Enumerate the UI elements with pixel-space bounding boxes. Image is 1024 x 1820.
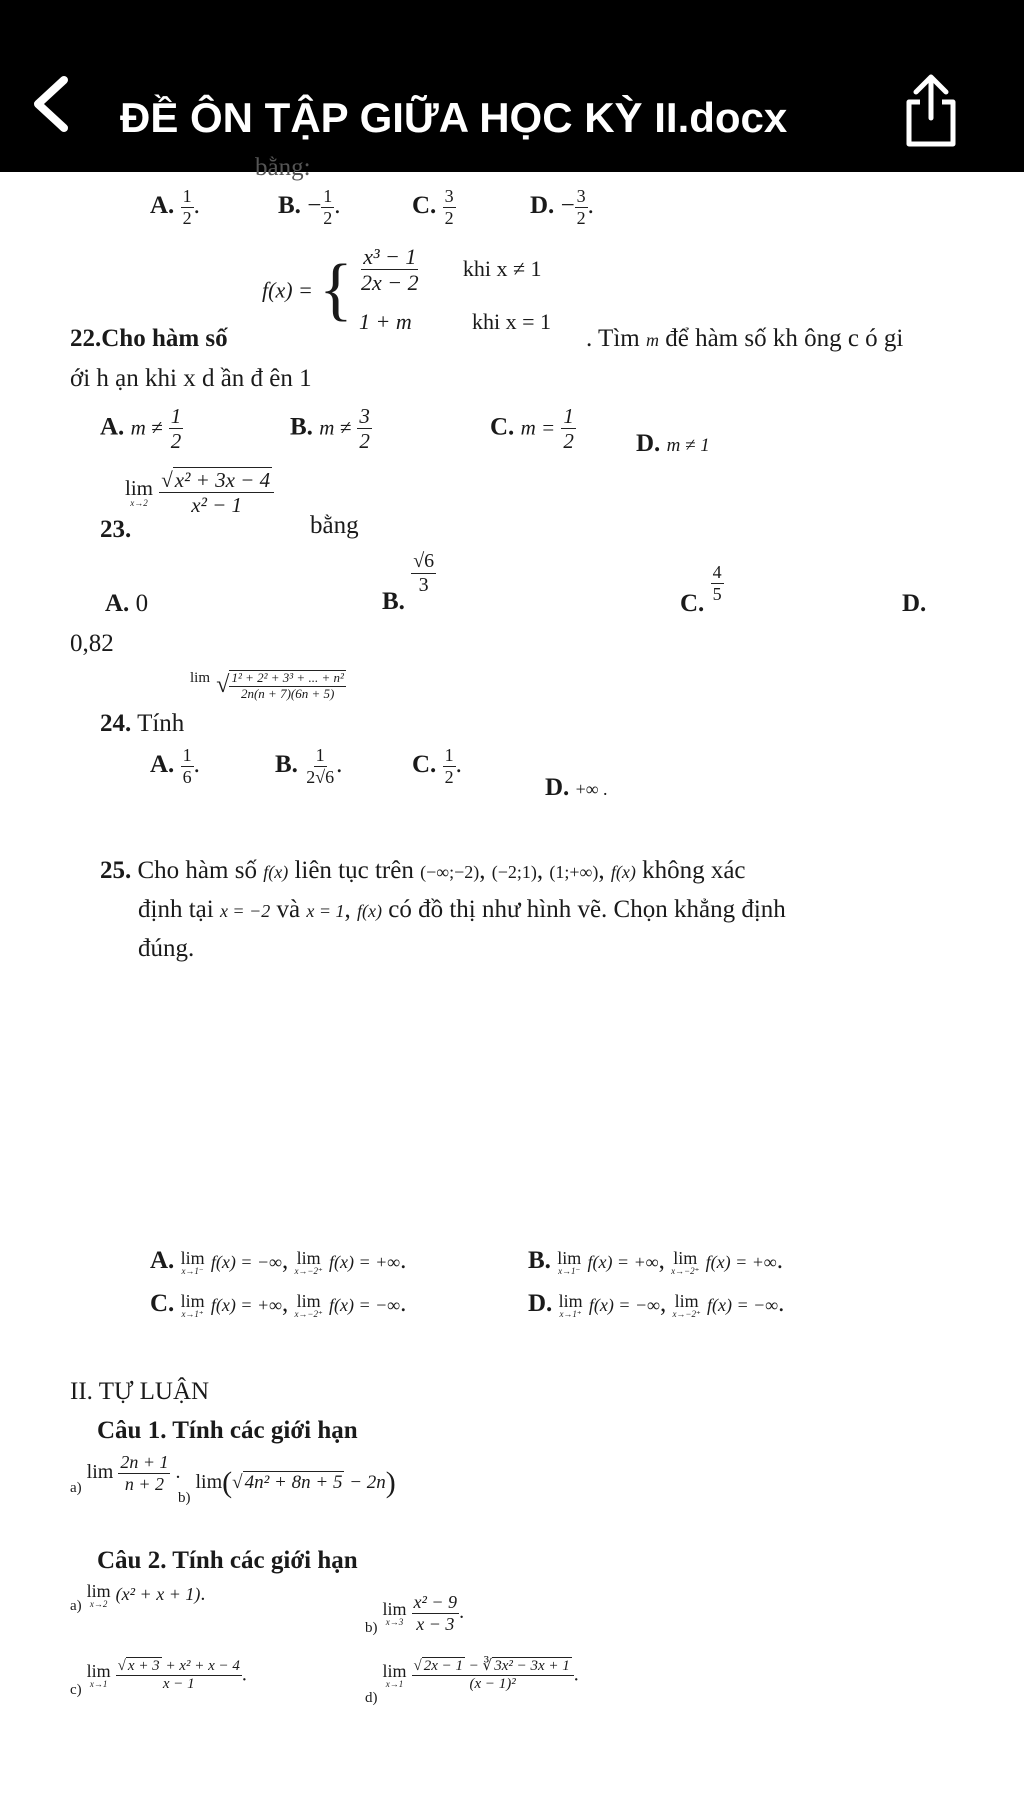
q25-a-lim2 [294, 1249, 322, 1276]
q25-d-limit1: f(x) = −∞ [588, 1295, 660, 1315]
cau1-part-b: $_{b)}$ lim(√ 4n² + 8n + 5 − 2n) [178, 1466, 396, 1506]
q25-a-limit2: f(x) = +∞ [329, 1252, 401, 1272]
q24-expression [190, 670, 346, 702]
q22-b-fraction [357, 404, 372, 453]
cau2-b-fraction [412, 1592, 460, 1634]
q25-option-a[interactable]: A. lim x→1⁻ f(x) = −∞, lim x→−2⁺ f(x) = +∞. [150, 1247, 407, 1276]
q25-d-lim1-word: lim [558, 1290, 583, 1311]
q25-c-limit2: f(x) = −∞ [329, 1295, 401, 1315]
q25-label: 25. [100, 857, 132, 884]
cau2-b-lim-word: lim [382, 1598, 407, 1619]
q22-prompt-line2: ới h ạn khi x d ần đ ên 1 [70, 365, 312, 392]
q25-b-sub2: x→−2⁺ [671, 1265, 700, 1276]
q23-d-text: 0,82 [70, 630, 114, 657]
q21-option-d[interactable] [530, 186, 594, 228]
cau2-d-num-mid: − [468, 1658, 479, 1674]
q24-option-a[interactable] [150, 745, 200, 787]
q23-num-radicand: x² + 3x − 4 [174, 468, 271, 492]
q23-b-num: √6 [413, 550, 435, 572]
q24-b-den: 2√6 [306, 766, 335, 787]
q24-lim: lim [190, 670, 211, 686]
cau2-b-den: x − 3 [416, 1613, 455, 1634]
cau2-a-dot: . [200, 1583, 206, 1606]
cau2-a-label: a) [70, 1598, 82, 1615]
q25-c-lim2-word: lim [296, 1290, 321, 1311]
q25-a-lim1-word: lim [180, 1247, 205, 1268]
cau1-b-tail: − 2n [349, 1471, 386, 1493]
q24-b-num: 1 [315, 745, 325, 765]
q22-case1-den: 2x − 2 [360, 270, 419, 296]
q22-option-c[interactable] [490, 404, 576, 453]
cau2-d-lim-word: lim [382, 1661, 407, 1682]
q25-line2: định tại x = −2 và x = 1, f(x) có đồ thị như hình vẽ. Chọn khẳng định [138, 896, 786, 923]
q25-t3: không xác [642, 857, 746, 884]
share-button[interactable] [900, 70, 962, 150]
back-button[interactable] [22, 72, 80, 136]
q22-b-num: 3 [359, 404, 370, 428]
q23-den: x² − 1 [191, 493, 243, 518]
q22-case1-num: x³ − 1 [363, 244, 417, 269]
q21-b-num: 1 [323, 186, 333, 206]
q21-b-label: B. [278, 191, 301, 219]
cau2-d-den: (x − 1)² [469, 1676, 516, 1693]
q22-tail2: để hàm số kh ông c ó gi [665, 325, 904, 352]
cau2-a-expr: (x² + x + 1) [115, 1584, 201, 1605]
q22-option-a[interactable] [100, 404, 183, 453]
q21-a-num: 1 [182, 186, 192, 206]
q22-d-expr: m ≠ 1 [666, 435, 710, 456]
cau2-d-label: d) [365, 1690, 378, 1707]
q21-b-sign: − [307, 191, 322, 219]
q25-b-lim2-word: lim [673, 1247, 698, 1268]
q21-c-label: C. [412, 191, 437, 219]
q23-label: 23. [100, 516, 132, 543]
cau2-d-num-radicand-2: 3x² − 3x + 1 [494, 1658, 570, 1674]
chevron-left-icon [22, 72, 80, 136]
q24-c-num: 1 [444, 745, 454, 765]
cau2-b-dot: . [459, 1600, 465, 1623]
q24-fraction [229, 670, 345, 702]
q24-prompt [100, 710, 184, 739]
q21-d-sign: − [560, 191, 575, 219]
q25-line3: đúng. [138, 935, 195, 962]
q21-c-fraction [443, 186, 456, 228]
q25-b-lim1-word: lim [557, 1247, 582, 1268]
q21-b-fraction [321, 186, 334, 228]
q25-d-sub2: x→−2⁺ [672, 1308, 701, 1319]
q22-a-lhs: m ≠ [130, 415, 163, 440]
q21-d-label: D. [530, 191, 555, 219]
cau2-a-lim [87, 1582, 111, 1609]
q22-a-fraction [169, 404, 184, 453]
q21-a-label: A. [150, 191, 175, 219]
q22-a-label: A. [100, 413, 125, 441]
q23-lim [125, 475, 154, 508]
q25-interval-3: (1;+∞) [549, 862, 599, 882]
q22-fx: f(x) = [262, 277, 313, 303]
q23-c-den: 5 [712, 583, 722, 604]
q24-c-den: 2 [444, 766, 454, 787]
q22-b-lhs: m ≠ [319, 415, 352, 440]
q22-d-label: D. [636, 430, 661, 457]
q21-option-a[interactable] [150, 186, 200, 228]
q25-c-limit1: f(x) = +∞ [210, 1295, 282, 1315]
cau2-c-lim [87, 1662, 111, 1689]
q25-option-c[interactable]: C. lim x→1⁺ f(x) = +∞, lim x→−2⁺ f(x) = −∞. [150, 1290, 407, 1319]
q22-c-fraction [561, 404, 576, 453]
q24-option-c[interactable] [412, 745, 462, 787]
cau2-b-label: b) [365, 1619, 378, 1636]
cau2-c-den: x − 1 [162, 1676, 195, 1693]
q24-a-tail: . [193, 750, 200, 778]
q23-b-den: 3 [418, 574, 429, 596]
cau2-b-sub: x→3 [385, 1616, 404, 1627]
q22-b-den: 2 [359, 429, 370, 454]
cau2-d-dot: . [573, 1663, 579, 1686]
cau2-d-sub: x→1 [385, 1679, 404, 1690]
q25-d-sub1: x→1⁺ [559, 1308, 582, 1319]
q22-case2-cond: khi x = 1 [471, 308, 551, 334]
q23-a-label: A. [105, 590, 130, 617]
cau2-part-c [70, 1658, 247, 1699]
q22-function-definition [262, 244, 551, 336]
cau1-part-a [70, 1452, 180, 1494]
q25-line1: 25. Cho hàm số f(x) liên tục trên (−∞;−2), (−2;1), (1;+∞), f(x) không xác [100, 857, 746, 884]
q24-c-fraction [443, 745, 456, 787]
q22-prompt-tail [586, 325, 903, 354]
cau1-title: Câu 1. Tính các giới hạn [97, 1417, 358, 1444]
q22-c-num: 1 [563, 404, 574, 428]
q25-t1: Cho hàm số [137, 857, 257, 884]
document-header-bar [0, 0, 1024, 172]
q21-c-den: 2 [444, 207, 454, 228]
q25-a-sub2: x→−2⁺ [294, 1265, 323, 1276]
q25-d-limit2: f(x) = −∞ [707, 1295, 779, 1315]
q25-c-lim2 [294, 1292, 322, 1319]
q24-a-label: A. [150, 750, 175, 778]
q21-b-tail: . [334, 191, 341, 219]
cau2-part-d [365, 1658, 579, 1707]
cau1-a-lim: lim [86, 1460, 114, 1483]
q25-b-limit2: f(x) = +∞ [705, 1252, 777, 1272]
q25-b-limit1: f(x) = +∞ [587, 1252, 659, 1272]
q24-root-sign: √ [216, 672, 230, 699]
q21-top-fragment: bằng: [255, 154, 311, 181]
q25-d-lim1 [559, 1292, 583, 1319]
cau1-a-label: a) [70, 1479, 82, 1496]
q25-c-sub2: x→−2⁺ [294, 1308, 323, 1319]
cau1-b-label: b) [178, 1489, 191, 1506]
q21-b-den: 2 [323, 207, 333, 228]
q25-c-sub1: x→1⁺ [181, 1308, 204, 1319]
q24-a-num: 1 [182, 745, 192, 765]
q22-a-num: 1 [170, 404, 182, 428]
q23-expression [125, 468, 274, 517]
q25-a-sub1: x→1⁻ [181, 1265, 204, 1276]
cau2-part-a [70, 1581, 206, 1615]
q25-b-lim1 [557, 1249, 581, 1276]
cau2-b-lim [383, 1600, 407, 1627]
q21-c-num: 3 [444, 186, 454, 206]
q24-b-label: B. [275, 750, 298, 778]
q25-interval-1: (−∞;−2) [420, 862, 480, 882]
q21-d-num: 3 [576, 186, 586, 206]
q21-option-b[interactable] [278, 186, 341, 228]
q24-lead: Tính [137, 710, 185, 737]
part2-heading: II. TỰ LUẬN [70, 1378, 210, 1405]
q22-case1-fraction [359, 244, 421, 296]
q22-case2-expr: 1 + m [358, 308, 412, 334]
q22-case-2 [359, 308, 551, 337]
cau2-c-dot: . [241, 1663, 247, 1686]
q22-tail-m: m [645, 330, 659, 350]
q24-a-den: 6 [182, 766, 192, 787]
document-content[interactable] [0, 154, 1024, 1820]
q25-d-lim2 [672, 1292, 700, 1319]
q21-d-fraction [575, 186, 588, 228]
q21-a-den: 2 [182, 207, 192, 228]
cau2-c-sub: x→1 [89, 1679, 108, 1690]
q24-d-text: +∞ . [575, 779, 608, 799]
q25-point-2: x = 1 [306, 901, 345, 921]
q23-tail: bằng [310, 512, 359, 539]
q23-option-d[interactable] [70, 590, 950, 664]
q24-b-fraction [304, 745, 336, 787]
q25-b-label: B. [528, 1247, 551, 1274]
q24-c-tail: . [455, 750, 462, 778]
q25-b-lim2 [671, 1249, 699, 1276]
q25-a-lim1 [181, 1249, 205, 1276]
cau2-a-sub: x→2 [89, 1599, 108, 1609]
cau2-b-num: x² − 9 [413, 1592, 458, 1612]
q25-c-lim1-word: lim [180, 1290, 205, 1311]
q22-b-label: B. [290, 413, 313, 441]
q25-t6: có đồ thị như hình vẽ. Chọn khẳng định [388, 896, 786, 923]
q21-a-tail: . [193, 191, 200, 219]
q25-a-limit1: f(x) = −∞ [210, 1252, 282, 1272]
q25-t5: và [276, 896, 301, 923]
q25-d-lim2-word: lim [674, 1290, 699, 1311]
q25-t4: định tại [138, 896, 214, 923]
q22-case1-cond: khi x ≠ 1 [462, 255, 542, 281]
cau2-c-fraction: $\frac{\text{√ x + 3 + x² + x − 4}}{x - 1}$ [117, 1658, 240, 1693]
q25-point-1: x = −2 [219, 901, 271, 921]
q22-option-d[interactable] [636, 430, 710, 459]
q22-a-den: 2 [170, 429, 182, 454]
cau1-b-lim: lim [195, 1470, 223, 1493]
q24-den: 2n(n + 7)(6n + 5) [240, 685, 335, 701]
q25-option-d[interactable]: D. lim x→1⁺ f(x) = −∞, lim x→−2⁺ f(x) = −∞. [528, 1290, 785, 1319]
q25-a-lim2-word: lim [296, 1247, 321, 1268]
q23-a-text: 0 [135, 590, 149, 617]
q22-c-label: C. [490, 413, 515, 441]
q21-a-fraction [181, 186, 194, 228]
q23-num: √x² + 3x − 4 [159, 468, 274, 493]
q25-c-lim1 [181, 1292, 205, 1319]
cau2-d-lim [383, 1662, 407, 1689]
cau2-part-b [365, 1592, 464, 1634]
q23-lim-word: lim [125, 475, 154, 500]
cau2-c-label: c) [70, 1682, 82, 1699]
q24-d-label: D. [545, 774, 570, 801]
q25-fx3: f(x) [356, 901, 382, 921]
q21-d-den: 2 [576, 207, 586, 228]
cau2-d-num-radicand-1: 2x − 1 [423, 1658, 464, 1674]
q22-c-lhs: m = [520, 415, 556, 440]
cau1-b-radicand: 4n² + 8n + 5 [244, 1471, 343, 1493]
q22-option-b[interactable] [290, 404, 372, 453]
q23-d-label: D. [902, 590, 927, 617]
cau2-c-num-rest: + x² + x − 4 [165, 1658, 240, 1674]
q22-case-1 [359, 244, 551, 296]
cau1-a-dot: . [175, 1460, 181, 1483]
cau2-c-num-radicand: x + 3 [127, 1658, 160, 1674]
q22-brace: { [319, 251, 353, 329]
q21-option-c[interactable] [412, 186, 456, 228]
q25-b-sub1: x→1⁻ [558, 1265, 581, 1276]
q23-c-label: C. [680, 589, 705, 617]
q25-a-label: A. [150, 1247, 175, 1274]
q23-fraction [159, 468, 274, 517]
q25-c-label: C. [150, 1290, 175, 1317]
q25-d-label: D. [528, 1290, 553, 1317]
q25-option-b[interactable]: B. lim x→1⁻ f(x) = +∞, lim x→−2⁺ f(x) = +∞. [528, 1247, 783, 1276]
q22-cases [359, 244, 551, 336]
share-icon [900, 70, 962, 150]
cau1-a-num: 2n + 1 [120, 1452, 169, 1472]
q25-fx2: f(x) [610, 862, 636, 882]
cau1-a-den: n + 2 [124, 1473, 164, 1494]
q22-lead: 22.Cho hàm số [70, 325, 228, 352]
q22-tail: . Tìm [586, 325, 640, 352]
cau1-a-fraction [118, 1452, 170, 1494]
q24-label: 24. [100, 710, 132, 737]
q23-b-label: B. [382, 588, 405, 616]
q25-fx: f(x) [263, 862, 289, 882]
q21-d-tail: . [587, 191, 594, 219]
q24-a-fraction [181, 745, 194, 787]
q23-c-num: 4 [712, 562, 722, 582]
q24-option-d[interactable] [545, 774, 608, 803]
cau2-c-lim-word: lim [86, 1661, 111, 1682]
q25-t2: liên tục trên [294, 857, 414, 884]
document-title: ĐỀ ÔN TẬP GIỮA HỌC KỲ II.docx [120, 94, 788, 141]
q22-c-den: 2 [563, 429, 574, 454]
q24-option-b[interactable] [275, 745, 342, 787]
q25-interval-2: (−2;1) [491, 862, 537, 882]
q23-lim-sub: x→2 [130, 497, 148, 508]
q24-b-tail: . [336, 750, 343, 778]
q24-c-label: C. [412, 750, 437, 778]
cau2-title: Câu 2. Tính các giới hạn [97, 1547, 358, 1574]
q24-num: 1² + 2² + 3³ + ... + n² [231, 670, 344, 685]
cau2-a-lim-word: lim [86, 1581, 111, 1601]
cau2-d-fraction: $\frac{\text{√ 2x − 1 − ∛ 3x² − 3x + 1}}{\text{(x − 1)²}}$ [412, 1658, 574, 1694]
